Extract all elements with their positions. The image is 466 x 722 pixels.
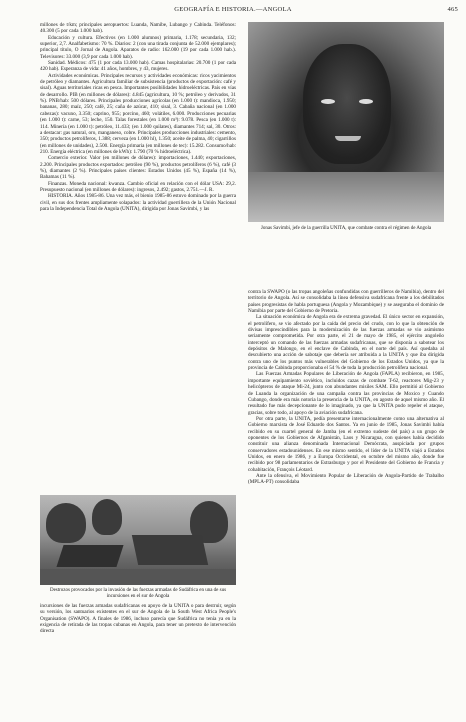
paragraph: Ante la ofensiva, el Movimiento Popular de Liberación de Angola-Partido de Trabalho (MPLA-PT) consolidaba: [248, 472, 444, 486]
left-column-continuation: [40, 603, 236, 635]
running-title: GEOGRAFÍA E HISTORIA.—ANGOLA: [174, 6, 292, 13]
portrait-photo: [248, 22, 444, 222]
rubble-shape: [132, 535, 208, 565]
paragraph: Por otra parte, la UNITA, pedía presentarse internacionalmente como una alternativa al Gobierno marxista de José Eduardo dos Santos. Ya en junio de 1985, Jonas Savimbi había recibido en su cuartel general de Jamba (en el extremo sudeste del país) a un grupo de oponentes de los Gobiernos de Afganistán, Laos y Nicaragua, con quienes había decidido constituir una alianza denominada Internacional Demócrata, auspiciada por grupos conservadores estadounidenses. En ese mismo sentido, el líder de la UNITA viajó a Estados Unidos, en enero de 1986, y a Europa Occidental, en octubre del mismo año, donde fue recibido por 98 parlamentarios de Estrasburgo y por el Presidente del Gobierno de Francia y cohabitación, François Léotard.: [248, 415, 444, 473]
eye-shape: [359, 99, 373, 104]
rubble-shape: [56, 545, 123, 567]
ground-shape: [40, 569, 236, 585]
face-shape: [303, 44, 391, 164]
paragraph: La situación económica de Angola era de extrema gravedad. El único sector en expansión, el petrolífero, se vio afectado por la caída del precio del crudo, con lo que la obtención de divisas imprescindibles para la modernización de las fuerzas armadas se vio asimismo seriamente comprometida. Por otra parte, el 21 de mayo de 1985, el ejército angoleño interceptó un comando de las fuerzas armadas sudafricanas, que se disponía a sabotear los depósitos de Malongo, en el enclave de Cabinda, en el norte del país. Así quedaba al descubierto una acción de sabotaje que debería ser atribuida a la UNITA y que iba dirigida contra uno de los puntos más vulnerables del Gobierno de los Estados Unidos, ya que la provincia de Cabinda proporcionaba el 54 % de toda la producción petrolífera nacional.: [248, 314, 444, 372]
portrait-caption: Jonas Savimbi, jefe de la guerrilla UNITA, que combate contra el régimen de Angola: [260, 226, 432, 231]
page-number: 465: [447, 6, 458, 13]
paragraph: HISTORIA. Años 1985-86. Una vez más, el bienio 1985-86 estuvo dominado por la guerra civil, en sus dos frentes ampliamente solapados: la actividad guerrillera de la Unión Nacional para la Independencia Total de Angola (UNITA), dirigida por Jonas Savimbi, y las: [40, 193, 236, 212]
paragraph: Finanzas. Moneda nacional: kwanza. Cambio oficial en relación con el dólar USA: 29,2. Presupuesto nacional (en millones de dólares): ingresos, 2.492; gastos, 2.751.—J. R.: [40, 180, 236, 193]
scene-caption: Destrozos provocados por la invasión de las fuerzas armadas de Sudáfrica en una de sus incursiones en el sur de Angola: [49, 588, 227, 599]
eye-shape: [321, 99, 335, 104]
tree-shape: [92, 499, 122, 535]
paragraph: incursiones de las fuerzas armadas sudafricanas en apoyo de la UNITA o para destruir, según su versión, los santuarios existentes en el sur de Angola de la South West Africa People's Organisation (SWAPO). A finales de 1986, incluso parecía que Sudáfrica no tenía ya en la exigencia de retirada de las tropas cubanas en Angola, para tener un pretexto de intervención directa: [40, 603, 236, 635]
shirt-shape: [248, 172, 444, 222]
paragraph: Comercio exterior. Valor (en millones de dólares): importaciones, 1.440; exportaciones, 2.200. Principales productos exportados: petróleo (90 %), productos petrolíferos (6 %), café (3 %), diamantes (2 %). Principales países clientes: Estados Unidos (45 %), España (14 %), Bahamas (11 %).: [40, 155, 236, 181]
tree-shape: [46, 503, 86, 543]
paragraph: Las Fuerzas Armadas Populares de Liberación de Angola (FAPLA) recibieron, en 1985, importante equipamiento soviético, incluidos cazas de combate T-62, reactores Mig-23 y helicópteros de ataque Mi-24, junto con abundantes misiles SAM. Ello permitió al Gobierno de Luanda la organización de una campaña contra las provincias de Moxico y Cuando Cubango, donde era más notoria la presencia de la UNITA, en agosto de aquel mismo año. El resultado fue más decepcionante de lo imaginado, ya que la UNITA pudo repeler el ataque, gracias, sobre todo, al apoyo de la aviación sudafricana.: [248, 371, 444, 416]
paragraph: Actividades económicas. Principales recursos y actividades económicas: ricos yacimientos de petróleo y diamantes. Agricultura familiar de subsistencia (productos de exportación: café y sisal). Aguas territoriales ricas en pesca. Importantes posibilidades hidroeléctricas. País en vías de desarrollo. PIB (en millones de dólares): 4.845 (agricultura, 10 %; petróleo y derivados, 31 %). PNB/hab: 500 dólares. Principales producciones agrícolas (en 1.000 t): mandioca, 1.950; bananas, 280; maíz, 250; café, 25; caña de azúcar, 410; sisal, 3. Cabaña nacional (en 1.000 cabezas): vacuno, 3.350; caprino, 955; porcino, 460; volátiles, 6.000. Producciones pecuarias (en 1.000 t): carne, 53; leche, 150. Talas forestales (en 1.000 m³): 9.078. Pesca (en 1.000 t): 114. Minería (en 1.000 t): petróleo, 11.433; (en 1.000 quilates), diamantes 714; sal, 30. Otros: a destacar: gas natural, oro, manganeso, cobre. Principales producciones industriales: cemento, 350; productos petrolíferos, 1.388; cerveza (en 1.000 hl), 1.350; aceite de palma, 40; cigarrillos (en millones de unidades), 2.500. Energía primaria (en millones de tec): 15.282. Consumo/hab: 210. Energía eléctrica (en millones de kWh): 1.790 (70 % hidroeléctrica).: [40, 72, 236, 155]
left-column: [40, 22, 236, 212]
mouth-shape: [335, 136, 361, 141]
paragraph: contra la SWAPO (o las tropas angoleñas confundidas con guerrilleros de Namibia), dentro del territorio de Angola. Así se consolidaba la línea defensiva sudafricana frente a los debilitados países progresistas de habla portuguesa (Angola y Mozambique) y se aseguraba el dominio de Namibia por parte del Gobierno de Pretoria.: [248, 289, 444, 315]
paragraph: Sanidad. Médicos: 475 (1 por cada 13.000 hab). Camas hospitalarias: 20.700 (1 por cada 420 hab). Esperanza de vida: 41 años, hombres, y 43, mujeres.: [40, 60, 236, 73]
paragraph: millones de t/km; principales aeropuertos: Luanda, Namibe, Lubango y Cabinda. Teléfonos: 40.300 (5 por cada 1.000 hab).: [40, 22, 236, 35]
paragraph: Educación y cultura. Efectivos (en 1.000 alumnos) primaria, 1.178; secundaria, 132; superior, 2,7. Analfabetismo: 70 %. Diarios: 2 (con una tirada conjunta de 52.000 ejemplares); principal título, O Jornal de Angola. Aparatos de radio: 162.000 (19 por cada 1.000 hab.). Televisores: 33.000 (3,9 por cada 1.000 hab).: [40, 34, 236, 60]
destruction-photo: [40, 495, 236, 585]
page-header: [0, 6, 466, 18]
right-column: [248, 289, 444, 486]
